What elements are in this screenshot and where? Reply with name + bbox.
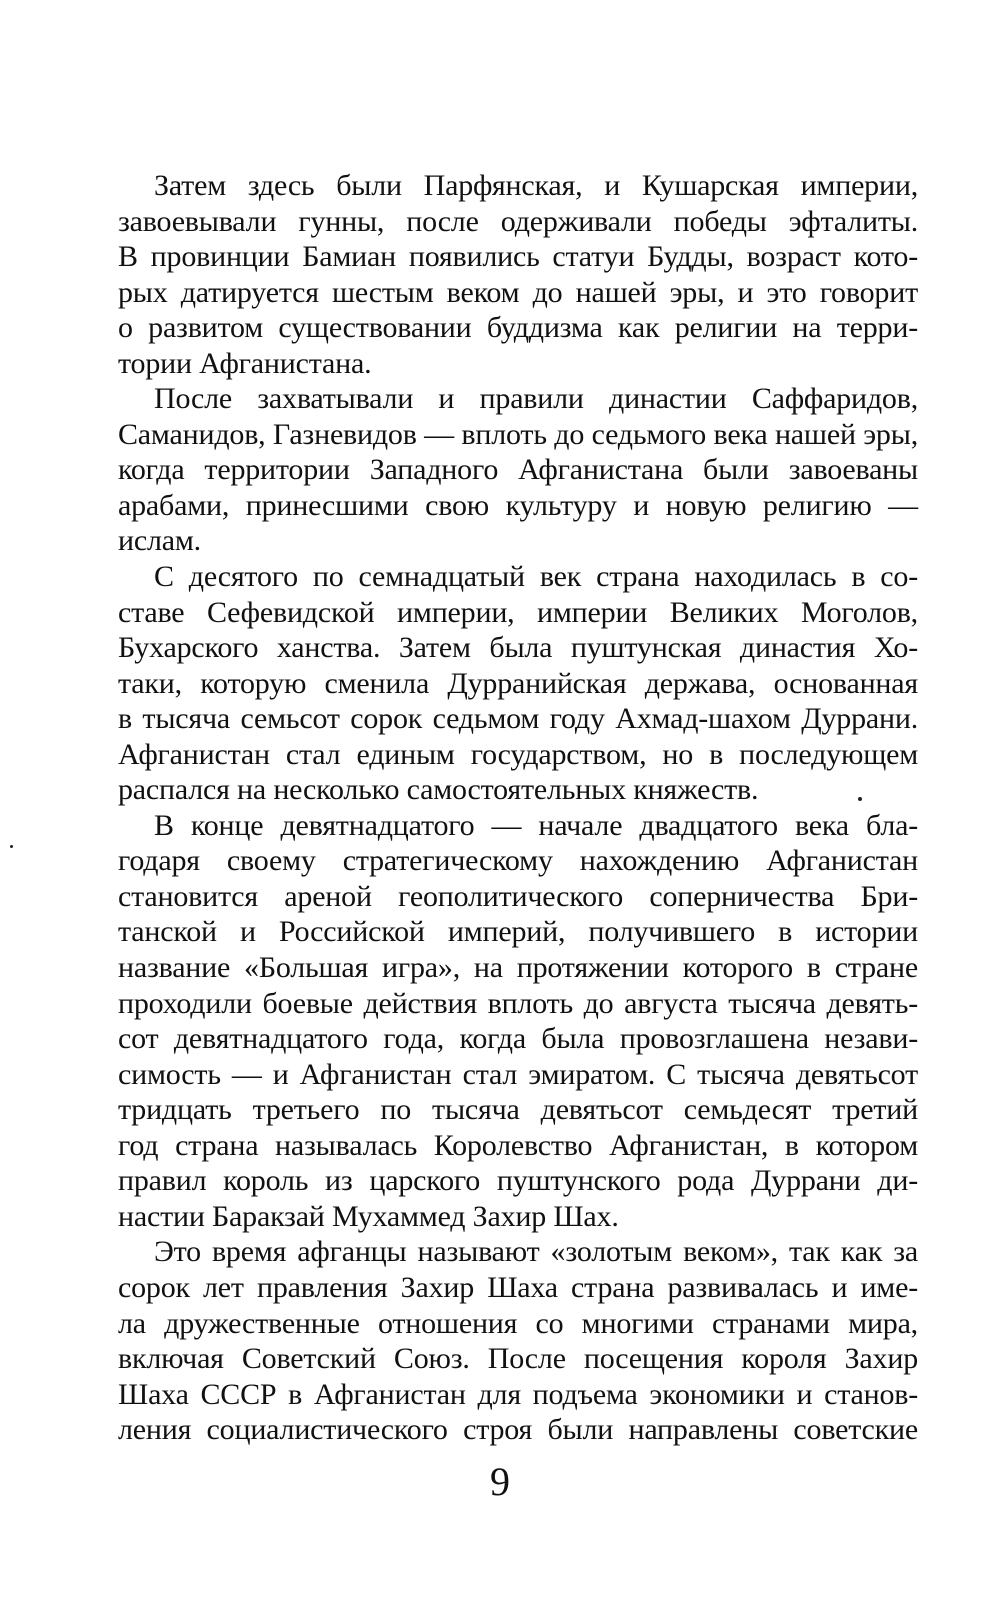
text-line: сот девятнадцатого года, когда была провозглашена незави-	[118, 1022, 918, 1056]
text-line: рых датируется шестым веком до нашей эры, и это говорит	[118, 275, 918, 309]
text-line: годаря своему стратегическому нахождению Афганистан	[118, 844, 918, 878]
text-line: тридцать третьего по тысяча девятьсот семьдесят третий	[118, 1093, 918, 1127]
text-line: когда территории Западного Афганистана были завоеваны	[118, 453, 918, 487]
text-line: Шаха СССР в Афганистан для подъема экономики и станов-	[118, 1377, 918, 1411]
text-line: Затем здесь были Парфянская, и Кушарская империи,	[154, 169, 918, 202]
text-line: таки, которую сменила Дурранийская держава, основанная	[118, 666, 918, 700]
text-line: В конце девятнадцатого — начале двадцатого века бла-	[154, 808, 918, 842]
text-line: С десятого по семнадцатый век страна находилась в со-	[154, 560, 918, 594]
text-line: становится ареной геополитического соперничества Бри-	[118, 879, 918, 913]
body-text	[118, 168, 918, 1448]
text-line: ления социалистического строя были направлены советские	[118, 1413, 918, 1447]
text-line: проходили боевые действия вплоть до августа тысяча девять-	[118, 986, 918, 1020]
text-line: о развитом существовании буддизма как религии на терри-	[118, 311, 918, 345]
text-line: ставе Сефевидской империи, империи Великих Моголов,	[118, 595, 918, 629]
text-line: Афганистан стал единым государством, но в последующем	[118, 737, 918, 771]
text-line: Бухарского ханства. Затем была пуштунская династия Хо-	[118, 631, 918, 665]
text-line: танской и Российской империй, получившего в истории	[118, 915, 918, 949]
text-line: завоевывали гунны, после одерживали победы эфталиты.	[118, 204, 918, 238]
text-line: После захватывали и правили династии Саффаридов,	[154, 382, 918, 416]
text-line: в тысяча семьсот сорок седьмом году Ахмад-шахом Дуррани.	[118, 702, 918, 736]
page-number: 9	[490, 1459, 510, 1504]
print-speck	[858, 797, 862, 801]
text-line: тории Афганистана.	[118, 346, 372, 380]
print-speck	[10, 845, 13, 848]
text-line: Это время афганцы называют «золотым веком», так как за	[154, 1235, 918, 1269]
text-line: название «Большая игра», на протяжении которого в стране	[118, 951, 918, 985]
text-line: настии Баракзай Мухаммед Захир Шах.	[118, 1199, 619, 1233]
text-line: распался на несколько самостоятельных княжеств.	[118, 773, 759, 807]
text-line: симость — и Афганистан стал эмиратом. С тысяча девятьсот	[118, 1057, 918, 1091]
text-line: ла дружественные отношения со многими странами мира,	[118, 1306, 918, 1340]
text-line: Саманидов, Газневидов — вплоть до седьмого века нашей эры,	[118, 417, 918, 451]
text-line: год страна называлась Королевство Афганистан, в котором	[118, 1128, 918, 1162]
text-line: включая Советский Союз. После посещения короля Захир	[118, 1342, 918, 1376]
text-line: ислам.	[118, 524, 201, 558]
text-line: правил король из царского пуштунского рода Дуррани ди-	[118, 1164, 918, 1198]
text-line: сорок лет правления Захир Шаха страна развивалась и име-	[118, 1270, 918, 1304]
text-line: арабами, принесшими свою культуру и новую религию —	[118, 488, 918, 522]
text-line: В провинции Бамиан появились статуи Будды, возраст кото-	[118, 240, 918, 274]
